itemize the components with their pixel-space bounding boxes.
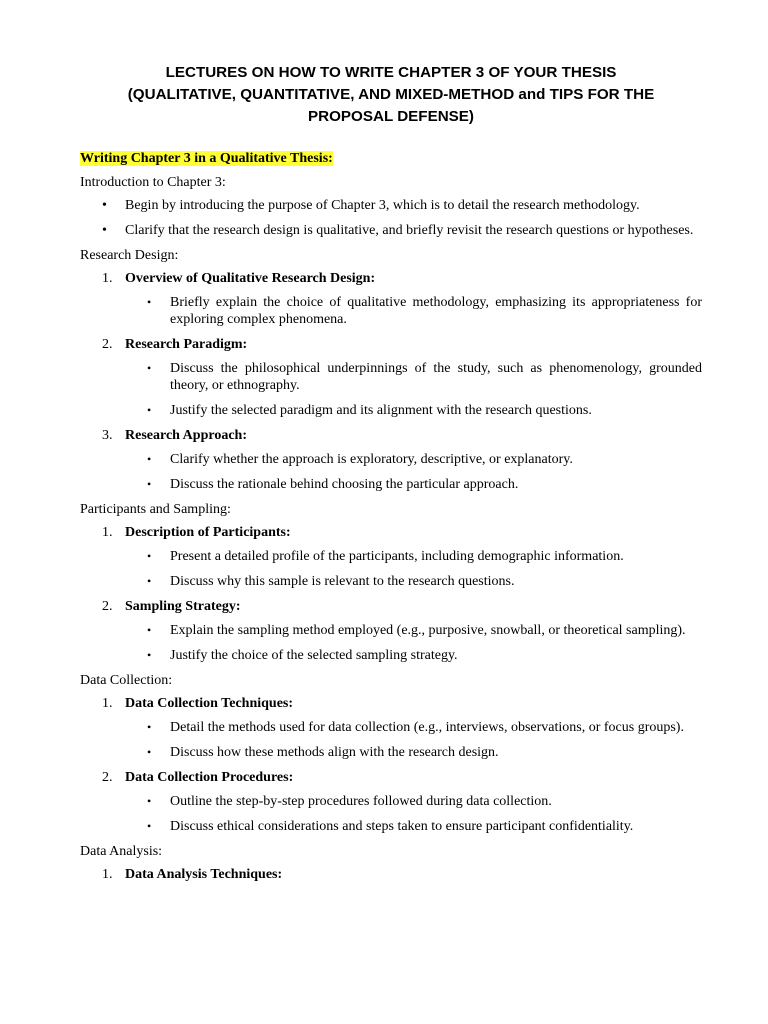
sub-bullets: [80, 548, 702, 590]
document-page: [80, 62, 702, 886]
list-item: • Explain the sampling method employed (e.g., purposive, snowball, or theoretical sampling).: [80, 622, 702, 639]
item-heading: Sampling Strategy:: [125, 599, 241, 614]
item-heading: Description of Participants:: [125, 525, 291, 540]
item-number: 2.: [102, 337, 113, 352]
list-item: • Outline the step-by-step procedures followed during data collection.: [80, 793, 702, 810]
item-number: 1.: [102, 867, 113, 882]
list-item: • Justify the choice of the selected sampling strategy.: [80, 647, 702, 664]
item-heading: Research Approach:: [125, 428, 247, 443]
numbered-heading: [80, 695, 702, 713]
sub-bullets: [80, 622, 702, 664]
sub-bullets: [80, 793, 702, 835]
sub-bullets: [80, 294, 702, 328]
item-heading: Data Collection Procedures:: [125, 770, 294, 785]
item-number: 2.: [102, 599, 113, 614]
list-item: • Discuss why this sample is relevant to the research questions.: [80, 573, 702, 590]
item-number: 2.: [102, 770, 113, 785]
highlighted-heading: Writing Chapter 3 in a Qualitative Thesis:: [80, 151, 333, 166]
sub-bullets: [80, 719, 702, 761]
participants-label: Participants and Sampling:: [80, 502, 231, 517]
item-number: 3.: [102, 428, 113, 443]
item-number: 1.: [102, 271, 113, 286]
intro-bullets: [80, 197, 702, 239]
list-item: • Discuss the philosophical underpinnings of the study, such as phenomenology, grounded theory, or ethnography.: [80, 360, 702, 394]
title-line-3: PROPOSAL DEFENSE): [308, 108, 474, 125]
research-design-label: Research Design:: [80, 248, 179, 263]
list-item: • Begin by introducing the purpose of Chapter 3, which is to detail the research methodology.: [80, 197, 702, 214]
item-heading: Data Collection Techniques:: [125, 696, 294, 711]
list-item: • Discuss how these methods align with the research design.: [80, 744, 702, 761]
item-heading: Data Analysis Techniques:: [125, 867, 283, 882]
list-item: • Clarify whether the approach is exploratory, descriptive, or explanatory.: [80, 451, 702, 468]
data-collection-label: Data Collection:: [80, 673, 173, 688]
numbered-heading: [80, 524, 702, 542]
list-item: • Justify the selected paradigm and its alignment with the research questions.: [80, 402, 702, 419]
list-item: • Present a detailed profile of the participants, including demographic information.: [80, 548, 702, 565]
list-item: • Discuss the rationale behind choosing the particular approach.: [80, 476, 702, 493]
item-number: 1.: [102, 696, 113, 711]
section-heading: [80, 150, 702, 168]
sub-bullets: [80, 451, 702, 493]
title-line-1: LECTURES ON HOW TO WRITE CHAPTER 3 OF YOUR THESIS: [165, 64, 617, 81]
list-item: • Briefly explain the choice of qualitative methodology, emphasizing its appropriateness for exploring complex phenomena.: [80, 294, 702, 328]
intro-label: Introduction to Chapter 3:: [80, 175, 226, 190]
numbered-heading: [80, 336, 702, 354]
sub-bullets: [80, 360, 702, 419]
numbered-heading: [80, 270, 702, 288]
document-title: [80, 62, 702, 128]
numbered-heading: [80, 866, 702, 884]
list-item: • Discuss ethical considerations and steps taken to ensure participant confidentiality.: [80, 818, 702, 835]
item-number: 1.: [102, 525, 113, 540]
numbered-heading: [80, 769, 702, 787]
data-analysis-label: Data Analysis:: [80, 844, 163, 859]
title-line-2: (QUALITATIVE, QUANTITATIVE, AND MIXED-METHOD and TIPS FOR THE: [127, 86, 655, 103]
item-heading: Research Paradigm:: [125, 337, 248, 352]
numbered-heading: [80, 427, 702, 445]
numbered-heading: [80, 598, 702, 616]
list-item: • Clarify that the research design is qualitative, and briefly revisit the research questions or hypotheses.: [80, 222, 702, 239]
item-heading: Overview of Qualitative Research Design:: [125, 271, 376, 286]
list-item: • Detail the methods used for data collection (e.g., interviews, observations, or focus groups).: [80, 719, 702, 736]
